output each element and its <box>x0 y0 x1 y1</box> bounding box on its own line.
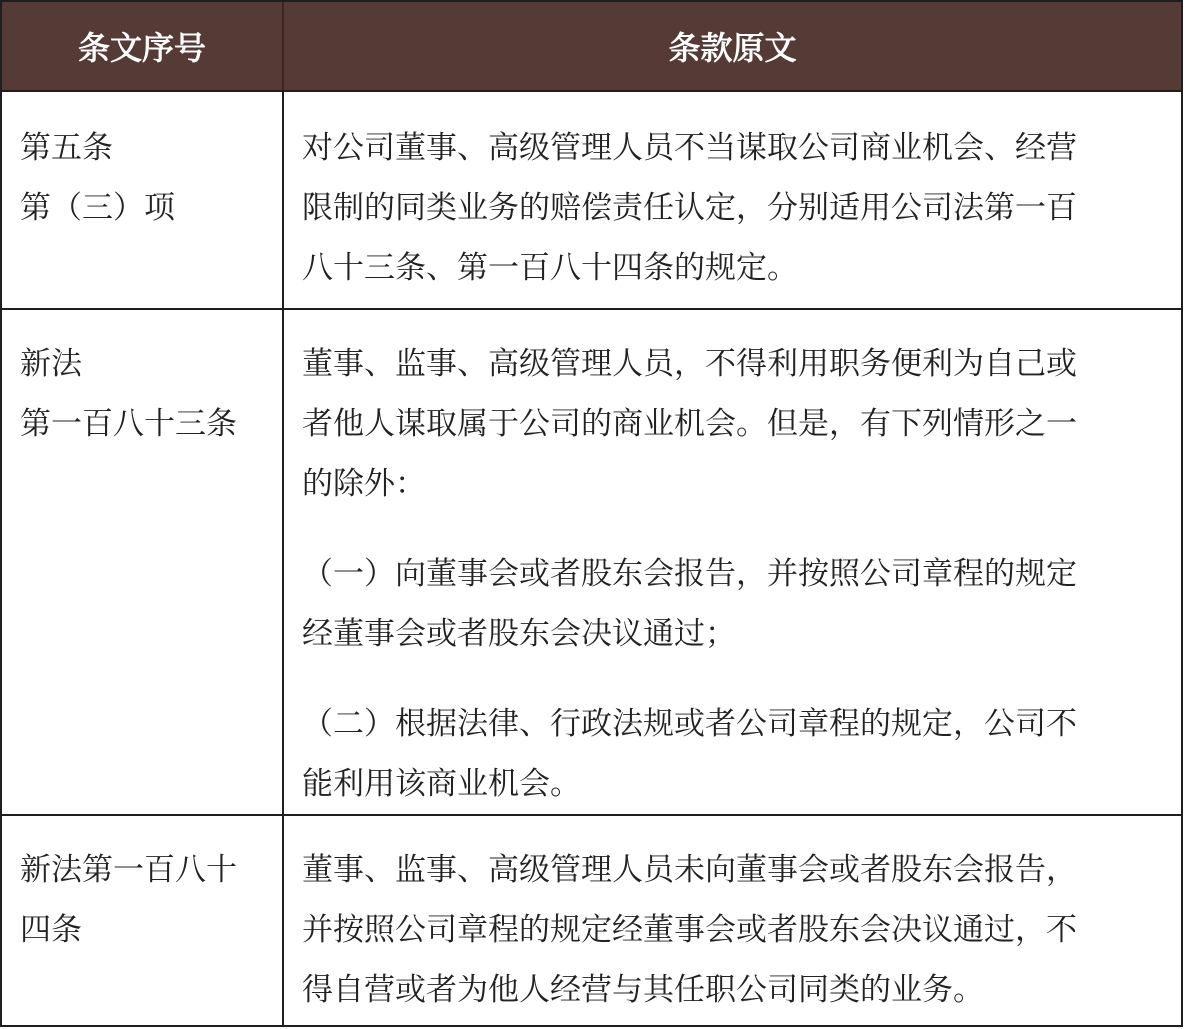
article-number-line: 新法 <box>20 346 82 382</box>
table-row <box>2 90 1181 308</box>
article-number-line: 第一百八十三条 <box>20 406 237 442</box>
header-article-text: 条款原文 <box>668 29 797 67</box>
text-line: （一）向董事会或者股东会报告，并按照公司章程的规定 <box>302 556 1077 592</box>
text-line: 董事、监事、高级管理人员未向董事会或者股东会报告， <box>302 852 1077 888</box>
text-line: 对公司董事、高级管理人员不当谋取公司商业机会、经营 <box>302 130 1077 166</box>
text-line: （二）根据法律、行政法规或者公司章程的规定，公司不 <box>302 706 1077 742</box>
text-line: 的除外： <box>302 466 426 502</box>
header-article-number: 条文序号 <box>2 2 284 90</box>
article-paragraph <box>302 544 1167 664</box>
article-paragraph <box>302 334 1167 514</box>
article-paragraph <box>302 118 1167 298</box>
article-text-cell <box>284 310 1181 814</box>
article-number-line: 新法第一百八十 <box>20 852 237 888</box>
article-number-line: 第（三）项 <box>20 190 175 226</box>
article-paragraph <box>302 840 1167 1020</box>
table-row <box>2 814 1181 1027</box>
text-line: 者他人谋取属于公司的商业机会。但是，有下列情形之一 <box>302 406 1077 442</box>
text-line: 得自营或者为他人经营与其任职公司同类的业务。 <box>302 972 984 1008</box>
text-line: 并按照公司章程的规定经董事会或者股东会决议通过，不 <box>302 912 1077 948</box>
article-number-line: 第五条 <box>20 130 113 166</box>
article-text-cell <box>284 816 1181 1027</box>
article-paragraph <box>302 694 1167 814</box>
text-line: 经董事会或者股东会决议通过； <box>302 616 736 652</box>
article-number-cell <box>2 816 284 1027</box>
table-header <box>2 2 1181 90</box>
text-line: 限制的同类业务的赔偿责任认定，分别适用公司法第一百 <box>302 190 1077 226</box>
article-number-line: 四条 <box>20 912 82 948</box>
text-line: 八十三条、第一百八十四条的规定。 <box>302 250 798 286</box>
text-line: 董事、监事、高级管理人员，不得利用职务便利为自己或 <box>302 346 1077 382</box>
article-text-cell <box>284 92 1181 308</box>
text-line: 能利用该商业机会。 <box>302 766 581 802</box>
article-number-cell <box>2 310 284 814</box>
table-row <box>2 308 1181 814</box>
article-number-cell <box>2 92 284 308</box>
